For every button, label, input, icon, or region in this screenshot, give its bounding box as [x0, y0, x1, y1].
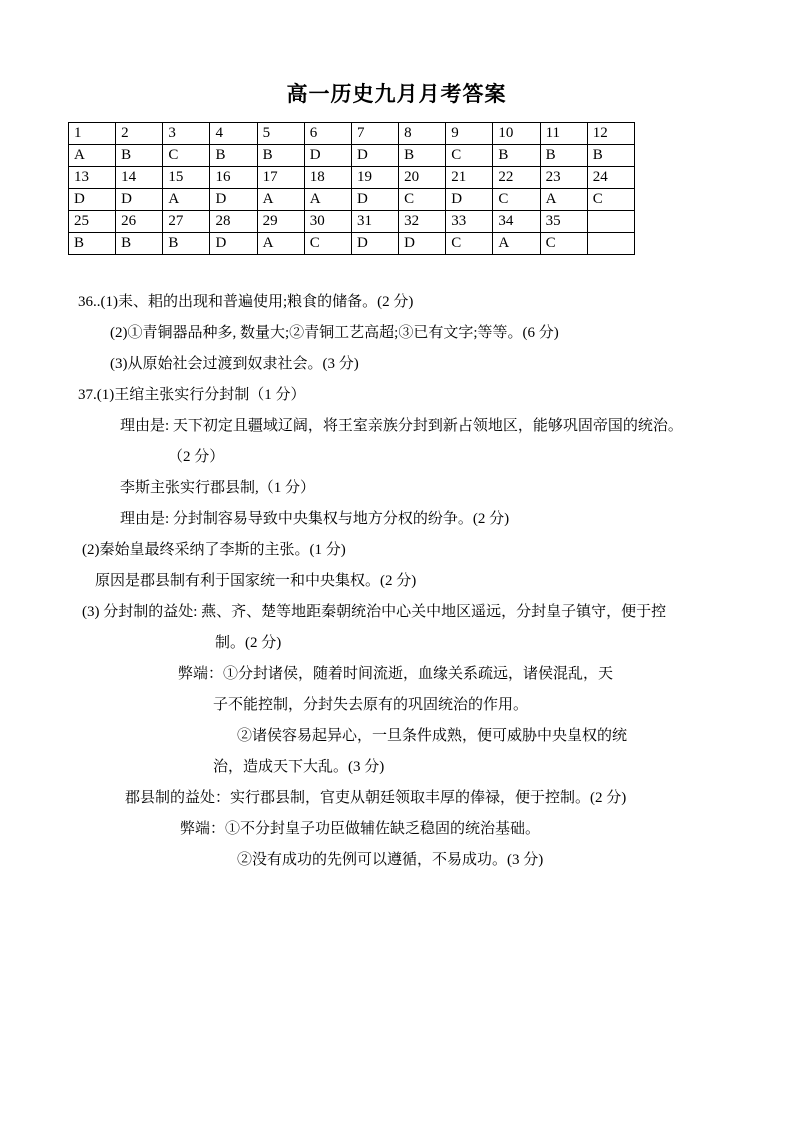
answer-cell: 34 [493, 211, 540, 233]
table-row [69, 189, 635, 211]
answer-line: (3) 分封制的益处: 燕、齐、楚等地距秦朝统治中心关中地区遥远，分封皇子镇守，便于控 [82, 604, 667, 620]
answer-cell: 29 [257, 211, 304, 233]
table-row [69, 167, 635, 189]
answer-cell: D [351, 233, 398, 255]
answer-line: 37.(1)王绾主张实行分封制（1 分） [78, 387, 306, 403]
answer-cell: 21 [446, 167, 493, 189]
answer-line: ②诸侯容易起异心，一旦条件成熟，便可威胁中央皇权的统 [237, 728, 628, 744]
answer-cell: C [446, 233, 493, 255]
answer-cell [587, 211, 634, 233]
answer-cell: B [587, 145, 634, 167]
answer-line: ②没有成功的先例可以遵循，不易成功。(3 分) [237, 852, 544, 868]
answer-cell: B [257, 145, 304, 167]
answer-cell: 14 [116, 167, 163, 189]
answer-cell: B [69, 233, 116, 255]
answer-cell: B [116, 233, 163, 255]
answer-cell: 18 [304, 167, 351, 189]
answer-cell: 22 [493, 167, 540, 189]
answer-line: 李斯主张实行郡县制,（1 分） [120, 480, 316, 496]
answer-cell: 26 [116, 211, 163, 233]
answer-cell: D [446, 189, 493, 211]
answer-cell: 35 [540, 211, 587, 233]
answer-cell: A [163, 189, 210, 211]
answer-cell: A [257, 189, 304, 211]
answer-line: 原因是郡县制有利于国家统一和中央集权。(2 分) [95, 573, 417, 589]
answer-cell: 8 [399, 123, 446, 145]
answer-cell: B [116, 145, 163, 167]
answer-cell: C [493, 189, 540, 211]
answer-cell: D [116, 189, 163, 211]
answer-cell: B [399, 145, 446, 167]
answer-cell: 24 [587, 167, 634, 189]
answer-cell: B [540, 145, 587, 167]
answer-line: 弊端：①分封诸侯，随着时间流逝，血缘关系疏远，诸侯混乱，天 [178, 666, 614, 682]
answer-cell: A [69, 145, 116, 167]
answer-cell: C [163, 145, 210, 167]
answer-cell: 27 [163, 211, 210, 233]
answer-line: 子不能控制，分封失去原有的巩固统治的作用。 [213, 697, 529, 713]
answer-line: 治，造成天下大乱。(3 分) [213, 759, 385, 775]
answer-cell: 31 [351, 211, 398, 233]
answer-cell: D [210, 189, 257, 211]
answer-cell: 12 [587, 123, 634, 145]
answer-line: 36..(1)耒、耜的出现和普遍使用;粮食的储备。(2 分) [78, 294, 414, 310]
answer-cell: 3 [163, 123, 210, 145]
answer-cell: C [304, 233, 351, 255]
table-row [69, 123, 635, 145]
answer-cell: 23 [540, 167, 587, 189]
answer-cell: A [257, 233, 304, 255]
answer-cell: 6 [304, 123, 351, 145]
answer-cell [587, 233, 634, 255]
answer-cell: B [493, 145, 540, 167]
answer-cell: 19 [351, 167, 398, 189]
answer-line: 郡县制的益处：实行郡县制，官吏从朝廷领取丰厚的俸禄，便于控制。(2 分) [125, 790, 627, 806]
answer-cell: C [587, 189, 634, 211]
answer-cell: B [163, 233, 210, 255]
answer-cell: 2 [116, 123, 163, 145]
answer-cell: 9 [446, 123, 493, 145]
answer-line: (2)秦始皇最终采纳了李斯的主张。(1 分) [82, 542, 346, 558]
answer-cell: 15 [163, 167, 210, 189]
table-row [69, 145, 635, 167]
answer-cell: 16 [210, 167, 257, 189]
answer-cell: D [399, 233, 446, 255]
answer-cell: B [210, 145, 257, 167]
answer-cell: 17 [257, 167, 304, 189]
answer-cell: C [540, 233, 587, 255]
answer-cell: 32 [399, 211, 446, 233]
answer-cell: 4 [210, 123, 257, 145]
answer-line: 制。(2 分) [215, 635, 282, 651]
answer-table [68, 122, 635, 255]
answer-cell: A [304, 189, 351, 211]
answer-cell: A [540, 189, 587, 211]
answer-cell: D [351, 145, 398, 167]
answer-cell: 10 [493, 123, 540, 145]
answer-cell: 7 [351, 123, 398, 145]
answer-line: 弊端：①不分封皇子功臣做辅佐缺乏稳固的统治基础。 [180, 821, 541, 837]
answer-cell: C [399, 189, 446, 211]
answer-cell: 25 [69, 211, 116, 233]
table-row [69, 211, 635, 233]
answer-line: (3)从原始社会过渡到奴隶社会。(3 分) [110, 356, 359, 372]
table-row [69, 233, 635, 255]
answer-cell: D [304, 145, 351, 167]
answer-line: （2 分） [168, 449, 225, 465]
answer-line: 理由是: 天下初定且疆域辽阔，将王室亲族分封到新占领地区，能够巩固帝国的统治。 [120, 418, 683, 434]
answer-line: 理由是: 分封制容易导致中央集权与地方分权的纷争。(2 分) [120, 511, 510, 527]
answer-cell: 5 [257, 123, 304, 145]
answer-cell: 30 [304, 211, 351, 233]
page-title: 高一历史九月月考答案 [286, 82, 507, 106]
answer-cell: 13 [69, 167, 116, 189]
answer-cell: D [351, 189, 398, 211]
answer-cell: A [493, 233, 540, 255]
answer-line: (2)①青铜器品种多, 数量大;②青铜工艺高超;③已有文字;等等。(6 分) [110, 325, 559, 341]
answer-cell: 20 [399, 167, 446, 189]
answer-cell: 28 [210, 211, 257, 233]
answer-cell: 33 [446, 211, 493, 233]
answer-cell: D [69, 189, 116, 211]
answer-cell: 1 [69, 123, 116, 145]
answer-cell: C [446, 145, 493, 167]
answer-cell: 11 [540, 123, 587, 145]
answer-text-block [68, 293, 725, 870]
answer-cell: D [210, 233, 257, 255]
